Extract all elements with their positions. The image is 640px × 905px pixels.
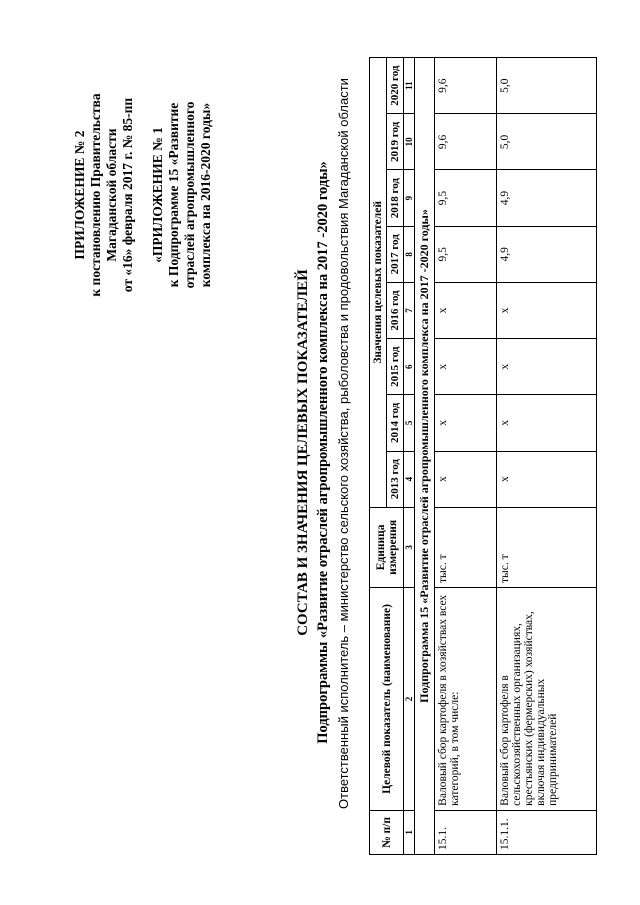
appendix-line: к Подпрограмме 15 «Развитие <box>166 102 181 288</box>
table-row <box>435 58 497 855</box>
column-number: 6 <box>404 339 415 395</box>
column-number: 11 <box>404 58 415 114</box>
row-value: х <box>497 395 597 451</box>
header-year: 2018 год <box>387 170 404 226</box>
row-value: х <box>497 451 597 507</box>
header-year: 2013 год <box>387 451 404 507</box>
column-number: 8 <box>404 226 415 282</box>
responsible-executor: Ответственный исполнитель – министерство сельского хозяйства, рыболовства и продовольствия Магаданской области <box>336 78 351 809</box>
row-number: 15.1. <box>435 810 497 854</box>
row-value: 9,6 <box>435 114 497 170</box>
row-value: 5,0 <box>497 114 597 170</box>
header-year: 2017 год <box>387 226 404 282</box>
document-subtitle: Подпрограммы «Развитие отраслей агропромышленного комплекса на 2017 -2020 годы» <box>315 161 331 744</box>
row-value: х <box>435 282 497 338</box>
row-value: 5,0 <box>497 58 597 114</box>
column-number: 1 <box>404 810 415 854</box>
row-value: х <box>497 339 597 395</box>
row-number: 15.1.1. <box>497 810 597 854</box>
row-value: х <box>497 282 597 338</box>
subprogram-heading: Подпрограмма 15 «Развитие отраслей агропромышленного комплекса на 2017 -2020 годы» <box>415 58 435 855</box>
row-value: х <box>435 395 497 451</box>
header-year: 2015 год <box>387 339 404 395</box>
appendix-line: комплекса на 2016-2020 годы» <box>198 102 213 288</box>
header-number: № п/п <box>370 810 404 854</box>
appendix-line: от «16» февраля 2017 г. № 85-пп <box>120 97 135 293</box>
header-unit: Единица измерения <box>370 507 404 587</box>
row-unit: тыс. т <box>497 507 597 587</box>
appendix-line: отраслей агропромышленного <box>182 101 197 289</box>
appendix-line: к постановлению Правительства <box>88 93 103 297</box>
indicators-table <box>369 57 597 855</box>
column-number: 3 <box>404 507 415 587</box>
row-indicator: Валовый сбор картофеля в хозяйствах всех категорий, в том числе: <box>435 588 497 811</box>
appendix-block <box>72 85 214 305</box>
row-value: 9,5 <box>435 226 497 282</box>
column-number: 5 <box>404 395 415 451</box>
row-value: 4,9 <box>497 170 597 226</box>
row-indicator: Валовый сбор картофеля в сельскохозяйственных организациях, крестьянских (фермерских) хозяйствах, включая индивидуальных предпринимателей <box>497 588 597 811</box>
row-value: х <box>435 339 497 395</box>
header-year: 2019 год <box>387 114 404 170</box>
column-number: 7 <box>404 282 415 338</box>
header-year: 2016 год <box>387 282 404 338</box>
row-value: 9,5 <box>435 170 497 226</box>
column-number: 9 <box>404 170 415 226</box>
header-year: 2014 год <box>387 395 404 451</box>
column-number: 4 <box>404 451 415 507</box>
row-value: 9,6 <box>435 58 497 114</box>
document-title: СОСТАВ И ЗНАЧЕНИЯ ЦЕЛЕВЫХ ПОКАЗАТЕЛЕЙ <box>295 269 311 636</box>
appendix-line: Магаданской области <box>104 128 119 262</box>
row-unit: тыс. т <box>435 507 497 587</box>
row-value: 4,9 <box>497 226 597 282</box>
row-value: х <box>435 451 497 507</box>
appendix-line: «ПРИЛОЖЕНИЕ № 1 <box>150 127 165 263</box>
header-year: 2020 год <box>387 58 404 114</box>
column-number: 10 <box>404 114 415 170</box>
table-row <box>497 58 597 855</box>
header-indicator: Целевой показатель (наименование) <box>370 588 404 811</box>
header-values: Значения целевых показателей <box>370 58 387 508</box>
column-number: 2 <box>404 588 415 811</box>
appendix-line: ПРИЛОЖЕНИЕ № 2 <box>72 130 87 260</box>
